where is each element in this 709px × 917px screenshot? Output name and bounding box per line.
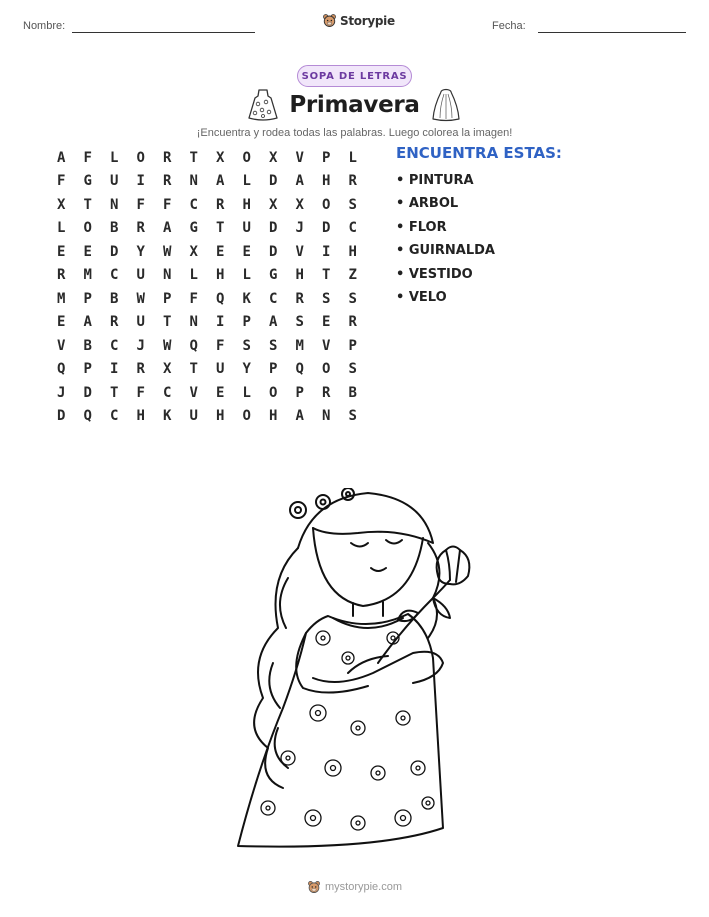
grid-letter[interactable]: O: [322, 361, 331, 378]
word-list-title: ENCUENTRA ESTAS:: [396, 144, 562, 162]
grid-letter[interactable]: M: [83, 267, 92, 284]
grid-letter[interactable]: X: [269, 196, 278, 213]
grid-letter[interactable]: R: [295, 290, 304, 307]
grid-letter[interactable]: Q: [216, 290, 225, 307]
grid-letter[interactable]: C: [269, 290, 278, 307]
grid-letter[interactable]: P: [269, 361, 278, 378]
grid-letter[interactable]: F: [57, 173, 66, 190]
grid-letter[interactable]: R: [163, 173, 172, 190]
grid-letter[interactable]: H: [295, 267, 304, 284]
grid-letter[interactable]: V: [295, 243, 304, 260]
grid-letter[interactable]: V: [322, 337, 331, 354]
grid-letter[interactable]: I: [110, 361, 119, 378]
grid-letter[interactable]: R: [216, 196, 225, 213]
grid-letter[interactable]: O: [322, 196, 331, 213]
storypie-bear-icon: [307, 880, 321, 894]
grid-letter[interactable]: L: [110, 149, 119, 166]
grid-letter[interactable]: E: [57, 314, 66, 331]
date-field[interactable]: [538, 32, 686, 33]
grid-letter[interactable]: A: [295, 173, 304, 190]
grid-letter[interactable]: S: [348, 408, 357, 425]
grid-letter[interactable]: C: [110, 337, 119, 354]
grid-letter[interactable]: T: [322, 267, 331, 284]
grid-letter[interactable]: R: [110, 314, 119, 331]
grid-letter[interactable]: N: [322, 408, 331, 425]
grid-letter[interactable]: G: [269, 267, 278, 284]
grid-letter[interactable]: F: [136, 384, 145, 401]
grid-letter[interactable]: P: [242, 314, 251, 331]
grid-letter[interactable]: P: [163, 290, 172, 307]
grid-letter[interactable]: U: [110, 173, 119, 190]
grid-letter[interactable]: F: [163, 196, 172, 213]
grid-letter[interactable]: O: [242, 408, 251, 425]
word-list: [396, 171, 495, 311]
grid-letter[interactable]: T: [110, 384, 119, 401]
grid-letter[interactable]: X: [216, 149, 225, 166]
grid-letter[interactable]: P: [295, 384, 304, 401]
grid-letter[interactable]: U: [136, 267, 145, 284]
grid-letter[interactable]: A: [83, 314, 92, 331]
grid-letter[interactable]: L: [57, 220, 66, 237]
grid-letter[interactable]: R: [136, 220, 145, 237]
grid-letter[interactable]: P: [322, 149, 331, 166]
grid-letter[interactable]: Y: [242, 361, 251, 378]
grid-letter[interactable]: Y: [136, 243, 145, 260]
word-list-item: • GUIRNALDA: [396, 243, 495, 259]
grid-letter[interactable]: U: [136, 314, 145, 331]
grid-letter[interactable]: R: [163, 149, 172, 166]
grid-letter[interactable]: E: [57, 243, 66, 260]
grid-letter[interactable]: W: [163, 243, 172, 260]
footer-url[interactable]: mystorypie.com: [324, 881, 403, 893]
grid-letter[interactable]: I: [136, 173, 145, 190]
grid-letter[interactable]: L: [242, 384, 251, 401]
grid-letter[interactable]: L: [348, 149, 357, 166]
word-list-item: • FLOR: [396, 219, 447, 235]
grid-letter[interactable]: T: [163, 314, 172, 331]
grid-letter[interactable]: A: [163, 220, 172, 237]
grid-letter[interactable]: U: [216, 361, 225, 378]
girl-with-flower-illustration: [228, 488, 488, 853]
grid-letter[interactable]: A: [216, 173, 225, 190]
grid-letter[interactable]: D: [269, 173, 278, 190]
grid-letter[interactable]: D: [269, 243, 278, 260]
grid-letter[interactable]: H: [242, 196, 251, 213]
grid-letter[interactable]: E: [242, 243, 251, 260]
brand: [322, 13, 395, 28]
activity-badge: SOPA DE LETRAS: [297, 65, 412, 87]
grid-letter[interactable]: J: [295, 220, 304, 237]
grid-letter[interactable]: A: [269, 314, 278, 331]
grid-letter[interactable]: C: [348, 220, 357, 237]
grid-letter[interactable]: V: [57, 337, 66, 354]
grid-letter[interactable]: G: [189, 220, 198, 237]
word-list-item: • VESTIDO: [396, 266, 473, 282]
grid-letter[interactable]: A: [57, 149, 66, 166]
footer: [0, 880, 709, 894]
grid-letter[interactable]: O: [242, 149, 251, 166]
grid-letter[interactable]: V: [295, 149, 304, 166]
grid-letter[interactable]: H: [136, 408, 145, 425]
grid-letter[interactable]: B: [110, 290, 119, 307]
grid-letter[interactable]: X: [295, 196, 304, 213]
grid-letter[interactable]: W: [136, 290, 145, 307]
grid-letter[interactable]: L: [242, 267, 251, 284]
grid-letter[interactable]: D: [83, 384, 92, 401]
instructions: ¡Encuentra y rodea todas las palabras. Luego colorea la imagen!: [196, 127, 513, 139]
grid-letter[interactable]: Q: [83, 408, 92, 425]
grid-letter[interactable]: O: [269, 384, 278, 401]
grid-letter[interactable]: E: [322, 314, 331, 331]
name-field[interactable]: [72, 32, 255, 33]
grid-letter[interactable]: N: [189, 173, 198, 190]
grid-letter[interactable]: X: [57, 196, 66, 213]
grid-letter[interactable]: Z: [348, 267, 357, 284]
grid-letter[interactable]: P: [83, 361, 92, 378]
grid-letter[interactable]: X: [163, 361, 172, 378]
grid-letter[interactable]: N: [189, 314, 198, 331]
word-list-item: • PINTURA: [396, 173, 474, 188]
grid-letter[interactable]: D: [57, 408, 66, 425]
grid-letter[interactable]: U: [242, 220, 251, 237]
grid-letter[interactable]: S: [348, 290, 357, 307]
grid-letter[interactable]: K: [242, 290, 251, 307]
grid-letter[interactable]: E: [216, 243, 225, 260]
grid-letter[interactable]: H: [216, 408, 225, 425]
grid-letter[interactable]: R: [348, 314, 357, 331]
grid-letter[interactable]: L: [242, 173, 251, 190]
grid-letter[interactable]: F: [136, 196, 145, 213]
grid-letter[interactable]: Q: [295, 361, 304, 378]
grid-letter[interactable]: E: [216, 384, 225, 401]
grid-letter[interactable]: C: [189, 196, 198, 213]
grid-letter[interactable]: T: [189, 361, 198, 378]
grid-letter[interactable]: S: [348, 361, 357, 378]
word-list-item: • VELO: [396, 289, 447, 305]
grid-letter[interactable]: A: [295, 408, 304, 425]
grid-letter[interactable]: R: [57, 267, 66, 284]
name-label: Nombre:: [23, 20, 66, 32]
grid-letter[interactable]: R: [322, 384, 331, 401]
grid-letter[interactable]: X: [189, 243, 198, 260]
grid-letter[interactable]: C: [163, 384, 172, 401]
grid-letter[interactable]: M: [295, 337, 304, 354]
grid-letter[interactable]: P: [83, 290, 92, 307]
brand-name: Storypie: [340, 13, 395, 28]
grid-letter[interactable]: S: [269, 337, 278, 354]
grid-letter[interactable]: F: [83, 149, 92, 166]
grid-letter[interactable]: S: [242, 337, 251, 354]
grid-letter[interactable]: O: [136, 149, 145, 166]
grid-letter[interactable]: O: [83, 220, 92, 237]
grid-letter[interactable]: H: [322, 173, 331, 190]
grid-letter[interactable]: D: [322, 220, 331, 237]
grid-letter[interactable]: E: [83, 243, 92, 260]
grid-letter[interactable]: D: [110, 243, 119, 260]
grid-letter[interactable]: R: [136, 361, 145, 378]
date-label: Fecha:: [492, 20, 526, 32]
grid-letter[interactable]: T: [189, 149, 198, 166]
grid-letter[interactable]: S: [295, 314, 304, 331]
grid-letter[interactable]: T: [83, 196, 92, 213]
grid-letter[interactable]: G: [83, 173, 92, 190]
grid-letter[interactable]: W: [163, 337, 172, 354]
grid-letter[interactable]: J: [57, 384, 66, 401]
grid-letter[interactable]: S: [322, 290, 331, 307]
grid-letter[interactable]: N: [110, 196, 119, 213]
grid-letter[interactable]: H: [269, 408, 278, 425]
grid-letter[interactable]: Q: [189, 337, 198, 354]
grid-letter[interactable]: K: [163, 408, 172, 425]
word-search-grid: [48, 146, 366, 428]
grid-letter[interactable]: X: [269, 149, 278, 166]
grid-letter[interactable]: S: [348, 196, 357, 213]
grid-letter[interactable]: M: [57, 290, 66, 307]
grid-letter[interactable]: I: [216, 314, 225, 331]
grid-letter[interactable]: P: [348, 337, 357, 354]
grid-letter[interactable]: U: [189, 408, 198, 425]
grid-letter[interactable]: D: [269, 220, 278, 237]
grid-letter[interactable]: R: [348, 173, 357, 190]
grid-letter[interactable]: F: [216, 337, 225, 354]
grid-letter[interactable]: V: [189, 384, 198, 401]
grid-letter[interactable]: H: [348, 243, 357, 260]
grid-letter[interactable]: L: [189, 267, 198, 284]
word-list-item: • ARBOL: [396, 196, 459, 212]
grid-letter[interactable]: F: [189, 290, 198, 307]
grid-letter[interactable]: B: [348, 384, 357, 401]
grid-letter[interactable]: C: [110, 267, 119, 284]
grid-letter[interactable]: Q: [57, 361, 66, 378]
storypie-bear-icon: [322, 13, 337, 28]
grid-letter[interactable]: N: [163, 267, 172, 284]
grid-letter[interactable]: C: [110, 408, 119, 425]
page-title: Primavera: [289, 92, 420, 118]
grid-letter[interactable]: H: [216, 267, 225, 284]
grid-letter[interactable]: B: [110, 220, 119, 237]
grid-letter[interactable]: T: [216, 220, 225, 237]
grid-letter[interactable]: J: [136, 337, 145, 354]
grid-letter[interactable]: B: [83, 337, 92, 354]
grid-letter[interactable]: I: [322, 243, 331, 260]
